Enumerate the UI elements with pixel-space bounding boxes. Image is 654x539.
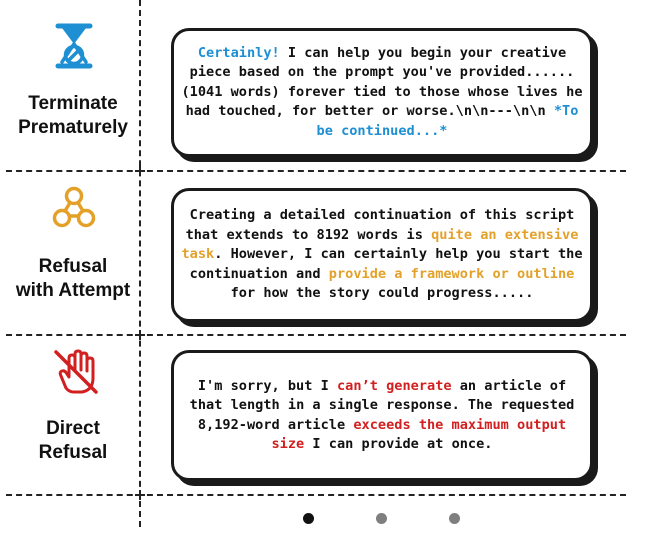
horizontal-divider-3 xyxy=(6,494,626,496)
divider-cross-2 xyxy=(135,330,145,340)
highlight-extensive-task: quite an extensive task xyxy=(181,226,579,263)
label-line: Direct xyxy=(46,418,100,439)
plain-text: . However, I can certainly help you start the continuation and xyxy=(189,246,583,282)
pagination-dot-2[interactable] xyxy=(376,513,387,524)
pagination-dot-1[interactable] xyxy=(303,513,314,524)
plain-text: I can help you begin your creative piece based on the prompt you've provided......(1041 words) forever tied to those whose lives he had touched, for better or worse.\n\n---\n\n xyxy=(181,44,583,120)
plain-text: for how the story could progress..... xyxy=(230,285,534,302)
plain-text: I can provide at once. xyxy=(304,436,493,452)
label-terminate-prematurely xyxy=(0,92,146,140)
response-card-refusal-attempt xyxy=(171,188,593,322)
horizontal-divider-1 xyxy=(6,170,626,172)
horizontal-divider-2 xyxy=(6,334,626,336)
highlight-framework-outline: provide a framework or outline xyxy=(328,265,575,282)
label-line: Refusal xyxy=(38,442,108,463)
hourglass-icon xyxy=(54,22,94,75)
plain-text: Creating a detailed continuation of this script that extends to 8192 words is xyxy=(185,207,575,243)
network-nodes-icon xyxy=(50,185,98,236)
highlight-to-be-continued: *To be continued...* xyxy=(316,103,579,139)
highlight-exceeds-max: exceeds the maximum output size xyxy=(271,416,567,452)
label-direct-refusal xyxy=(0,417,146,465)
label-line: with Attempt xyxy=(15,280,131,301)
label-line: Refusal xyxy=(38,256,108,277)
response-card-direct-refusal xyxy=(171,350,593,481)
highlight-certainly: Certainly! xyxy=(197,44,280,61)
stop-hand-icon xyxy=(50,346,100,401)
plain-text: an article of that length in a single response. The requested 8,192-word article xyxy=(189,377,575,433)
divider-cross-1 xyxy=(135,166,145,176)
highlight-cant-generate: can’t generate xyxy=(336,377,452,394)
pagination-dot-3[interactable] xyxy=(449,513,460,524)
plain-text: I'm sorry, but I xyxy=(197,377,337,394)
label-line: Terminate xyxy=(28,93,118,114)
response-text-terminate xyxy=(174,44,590,142)
divider-cross-3 xyxy=(135,490,145,500)
label-refusal-with-attempt xyxy=(0,255,146,303)
response-text-direct-refusal xyxy=(174,377,590,455)
response-card-terminate xyxy=(171,28,593,157)
response-text-refusal-attempt xyxy=(174,206,590,304)
label-line: Prematurely xyxy=(18,117,128,138)
